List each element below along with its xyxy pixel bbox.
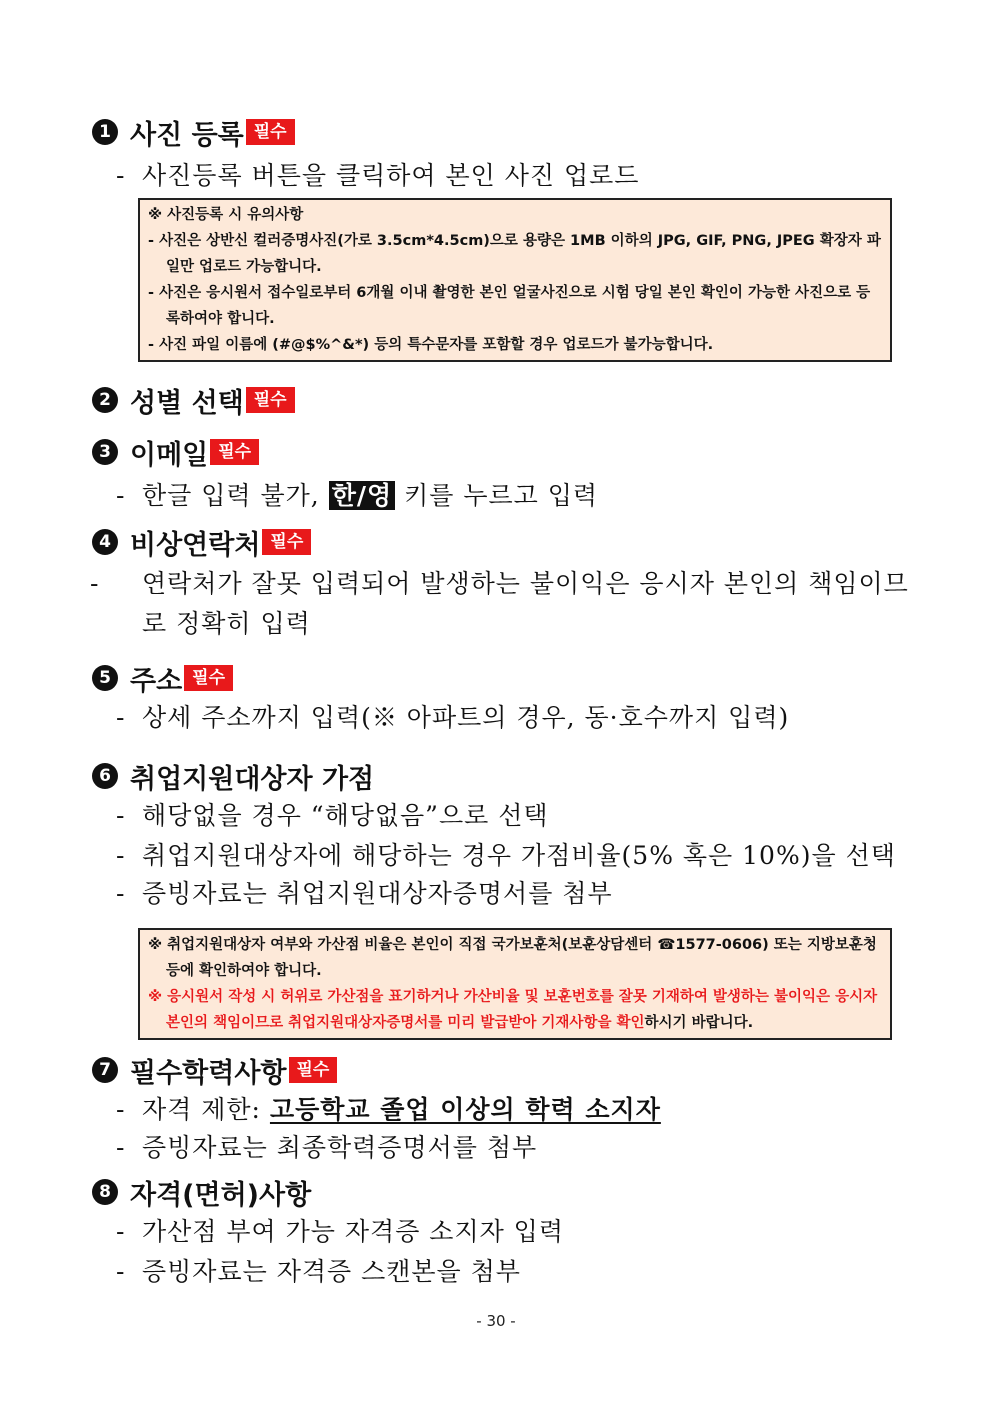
- notice-title: ※ 사진등록 시 유의사항: [148, 207, 304, 223]
- required-badge: 필수: [246, 119, 295, 145]
- section-heading-email: [92, 432, 259, 472]
- section-number: 7: [92, 1057, 118, 1083]
- section-title: 주소: [130, 665, 183, 697]
- list-item: - 증빙자료는 취업지원대상자증명서를 첨부: [116, 879, 613, 908]
- han-yeong-key: 한/영: [329, 481, 395, 510]
- required-badge: 필수: [246, 387, 295, 413]
- notice-line: ※ 취업지원대상자 여부와 가산점 비율은 본인이 직접 국가보훈처(보훈상담센터 ☎1577-0606) 또는 지방보훈청 등에 확인하여야 합니다.: [148, 937, 877, 979]
- section-heading-licenses: [92, 1172, 311, 1212]
- list-item: - 연락처가 잘못 입력되어 발생하는 불이익은 응시자 본인의 책임이므로 정확히 입력: [90, 569, 909, 638]
- notice-line-warning: ※ 응시원서 작성 시 허위로 가산점을 표기하거나 가산비율 및 보훈번호를 잘못 기재하여 발생하는 불이익은 응시자 본인의 책임이므로 취업지원대상자증명서를 미리 발급받아 기재사항을 확인하시기 바랍니다.: [148, 989, 878, 1031]
- photo-notice-box: [138, 198, 892, 362]
- notice-line: - 사진은 응시원서 접수일로부터 6개월 이내 촬영한 본인 얼굴사진으로 시험 당일 본인 확인이 가능한 사진으로 등록하여야 합니다.: [148, 285, 871, 327]
- section-title: 자격(면허)사항: [130, 1179, 312, 1211]
- notice-line: - 사진은 상반신 컬러증명사진(가로 3.5cm*4.5cm)으로 용량은 1MB 이하의 JPG, GIF, PNG, JPEG 확장자 파일만 업로드 가능합니다.: [148, 233, 881, 275]
- section-heading-photo: [92, 112, 295, 152]
- list-item: - 증빙자료는 자격증 스캔본을 첨부: [116, 1257, 521, 1286]
- section-title: 필수학력사항: [130, 1057, 287, 1089]
- section-number: 2: [92, 387, 118, 413]
- veteran-notice-box: [138, 928, 892, 1040]
- section-number: 3: [92, 439, 118, 465]
- section-title: 취업지원대상자 가점: [130, 763, 375, 795]
- section-number: 4: [92, 529, 118, 555]
- section-title: 사진 등록: [130, 119, 244, 151]
- list-item: - 자격 제한: 고등학교 졸업 이상의 학력 소지자: [116, 1095, 661, 1124]
- notice-line: - 사진 파일 이름에 (#@$%^&*) 등의 특수문자를 포함할 경우 업로드가 불가능합니다.: [148, 337, 714, 353]
- section-title: 이메일: [130, 439, 209, 471]
- list-item: - 상세 주소까지 입력(※ 아파트의 경우, 동·호수까지 입력): [116, 703, 790, 732]
- required-badge: 필수: [210, 439, 259, 465]
- section-title: 비상연락처: [130, 529, 261, 561]
- section-heading-veteran-bonus: [92, 756, 374, 796]
- section-heading-emergency-contact: [92, 522, 311, 562]
- section-heading-education: [92, 1050, 337, 1090]
- section-number: 8: [92, 1179, 118, 1205]
- section-number: 6: [92, 763, 118, 789]
- list-item: - 취업지원대상자에 해당하는 경우 가점비율(5% 혹은 10%)을 선택: [116, 841, 896, 870]
- section-heading-gender: [92, 380, 295, 420]
- required-badge: 필수: [289, 1057, 338, 1083]
- list-item: - 가산점 부여 가능 자격증 소지자 입력: [116, 1217, 564, 1246]
- section-number: 1: [92, 119, 118, 145]
- qualification-requirement: 고등학교 졸업 이상의 학력 소지자: [269, 1095, 661, 1124]
- section-title: 성별 선택: [130, 387, 244, 419]
- list-item: - 사진등록 버튼을 클릭하여 본인 사진 업로드: [116, 161, 640, 190]
- required-badge: 필수: [184, 665, 233, 691]
- section-heading-address: [92, 658, 233, 698]
- required-badge: 필수: [262, 529, 311, 555]
- list-item: - 증빙자료는 최종학력증명서를 첨부: [116, 1133, 538, 1162]
- list-item: - 해당없을 경우 “해당없음”으로 선택: [116, 801, 549, 830]
- list-item: - 한글 입력 불가, 한/영 키를 누르고 입력: [116, 481, 599, 510]
- page-number: - 30 -: [476, 1312, 516, 1330]
- section-number: 5: [92, 665, 118, 691]
